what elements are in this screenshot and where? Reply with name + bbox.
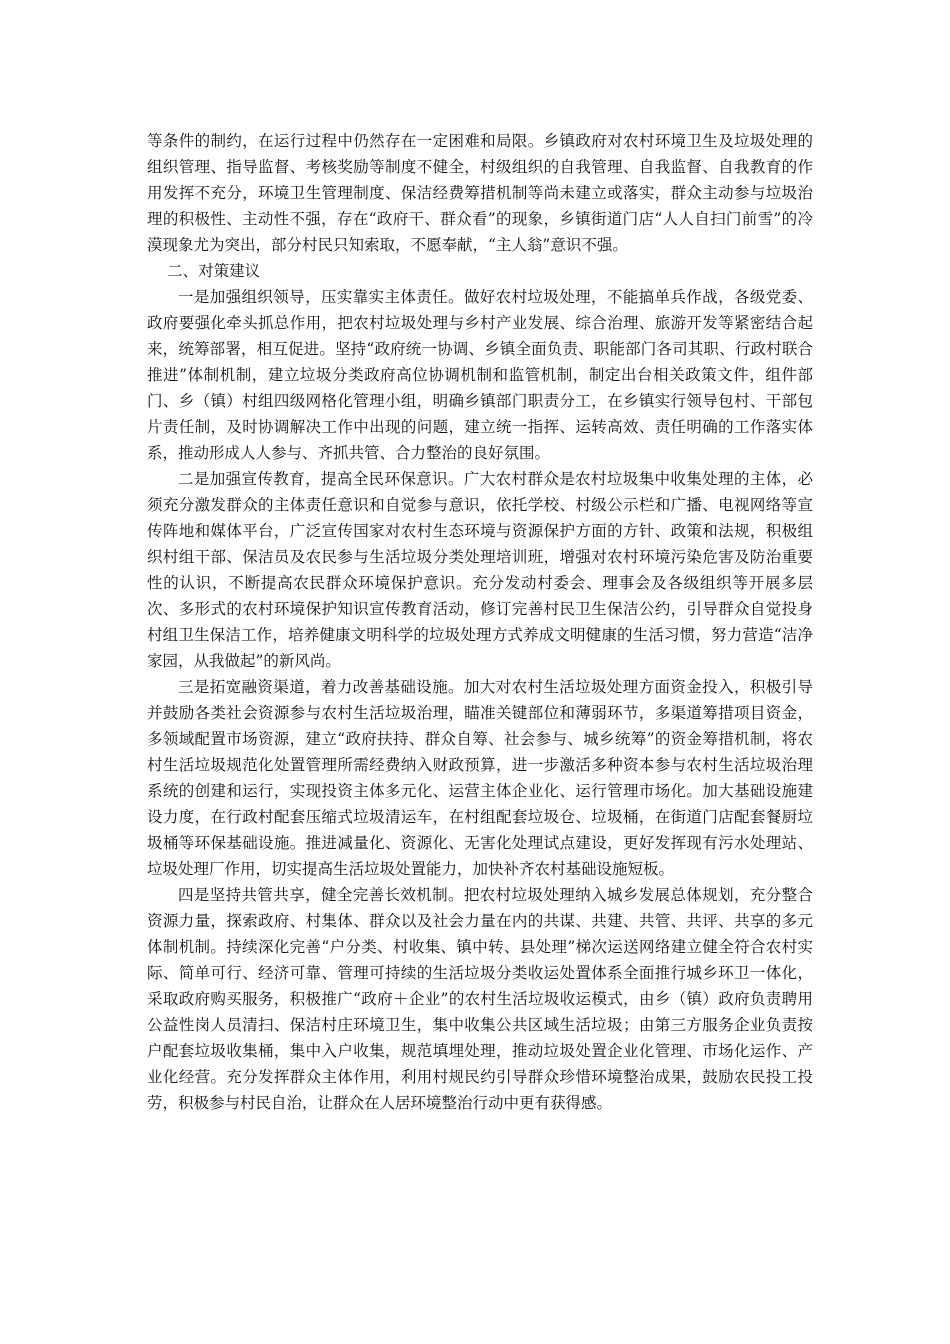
- paragraph-financing-infrastructure: 三是拓宽融资渠道，着力改善基础设施。加大对农村生活垃圾处理方面资金投入，积极引导并鼓励各类社会资源参与农村生活垃圾治理，瞄准关键部位和薄弱环节，多渠道筹措项目资金，多领域配置市场资源，建立“政府扶持、群众自筹、社会参与、城乡统筹”的资金筹措机制，将农村生活垃圾规范化处置管理所需经费纳入财政预算，进一步激活多种资本参与农村生活垃圾治理系统的创建和运行，实现投资主体多元化、运营主体企业化、运行管理市场化。加大基础设施建设力度，在行政村配套压缩式垃圾清运车，在村组配套垃圾仓、垃圾桶，在街道门店配套餐厨垃圾桶等环保基础设施。推进减量化、资源化、无害化处理试点建设，更好发挥现有污水处理站、垃圾处理厂作用，切实提高生活垃圾处置能力，加快补齐农村基础设施短板。: [147, 678, 813, 878]
- paragraph-long-term-mechanism: 四是坚持共管共享，健全完善长效机制。把农村垃圾处理纳入城乡发展总体规划，充分整合资源力量，探索政府、村集体、群众以及社会力量在内的共谋、共建、共管、共评、共享的多元体制机制。持续深化完善“户分类、村收集、镇中转、县处理”梯次运送网络建立健全符合农村实际、简单可行、经济可靠、管理可持续的生活垃圾分类收运处置体系全面推行城乡环卫一体化，采取政府购买服务，积极推广“政府＋企业”的农村生活垃圾收运模式，由乡（镇）政府负责聘用公益性岗人员清扫、保洁村庄环境卫生，集中收集公共区域生活垃圾；由第三方服务企业负责按户配套垃圾收集桶，集中入户收集，规范填埋处理，推动垃圾处置企业化管理、市场化运作、产业化经营。充分发挥群众主体作用，利用村规民约引导群众珍惜环境整治成果，鼓励农民投工投劳，积极参与村民自治，让群众在人居环境整治行动中更有获得感。: [147, 886, 813, 1112]
- document-body: [147, 128, 813, 1116]
- paragraph-publicity-education: 二是加强宣传教育，提高全民环保意识。广大农村群众是农村垃圾集中收集处理的主体，必须充分激发群众的主体责任意识和自觉参与意识，依托学校、村级公示栏和广播、电视网络等宣传阵地和媒体平台，广泛宣传国家对农村生态环境与资源保护方面的方针、政策和法规，积极组织村组干部、保洁员及农民参与生活垃圾分类处理培训班，增强对农村环境污染危害及防治重要性的认识，不断提高农民群众环境保护意识。充分发动村委会、理事会及各级组织等开展多层次、多形式的农村环境保护知识宣传教育活动，修订完善村民卫生保洁公约，引导群众自觉投身村组卫生保洁工作，培养健康文明科学的垃圾处理方式养成文明健康的生活习惯，努力营造“洁净家园，从我做起”的新风尚。: [147, 470, 813, 670]
- paragraph-intro-continued: 等条件的制约，在运行过程中仍然存在一定困难和局限。乡镇政府对农村环境卫生及垃圾处理的组织管理、指导监督、考核奖励等制度不健全，村级组织的自我管理、自我监督、自我教育的作用发挥不充分，环境卫生管理制度、保洁经费筹措机制等尚未建立或落实，群众主动参与垃圾治理的积极性、主动性不强，存在“政府干、群众看”的现象，乡镇街道门店“人人自扫门前雪”的冷漠现象尤为突出，部分村民只知索取，不愿奉献，“主人翁”意识不强。: [147, 132, 813, 254]
- section-heading-countermeasures: 二、对策建议: [167, 262, 261, 280]
- paragraph-organization-leadership: 一是加强组织领导，压实靠实主体责任。做好农村垃圾处理，不能搞单兵作战，各级党委、政府要强化牵头抓总作用，把农村垃圾处理与乡村产业发展、综合治理、旅游开发等紧密结合起来，统筹部署，相互促进。坚持“政府统一协调、乡镇全面负责、职能部门各司其职、行政村联合推进”体制机制，建立垃圾分类政府高位协调机制和监管机制，制定出台相关政策文件，组件部门、乡（镇）村组四级网格化管理小组，明确乡镇部门职责分工，在乡镇实行领导包村、干部包片责任制，及时协调解决工作中出现的问题，建立统一指挥、运转高效、责任明确的工作落实体系，推动形成人人参与、齐抓共管、合力整治的良好氛围。: [147, 288, 813, 462]
